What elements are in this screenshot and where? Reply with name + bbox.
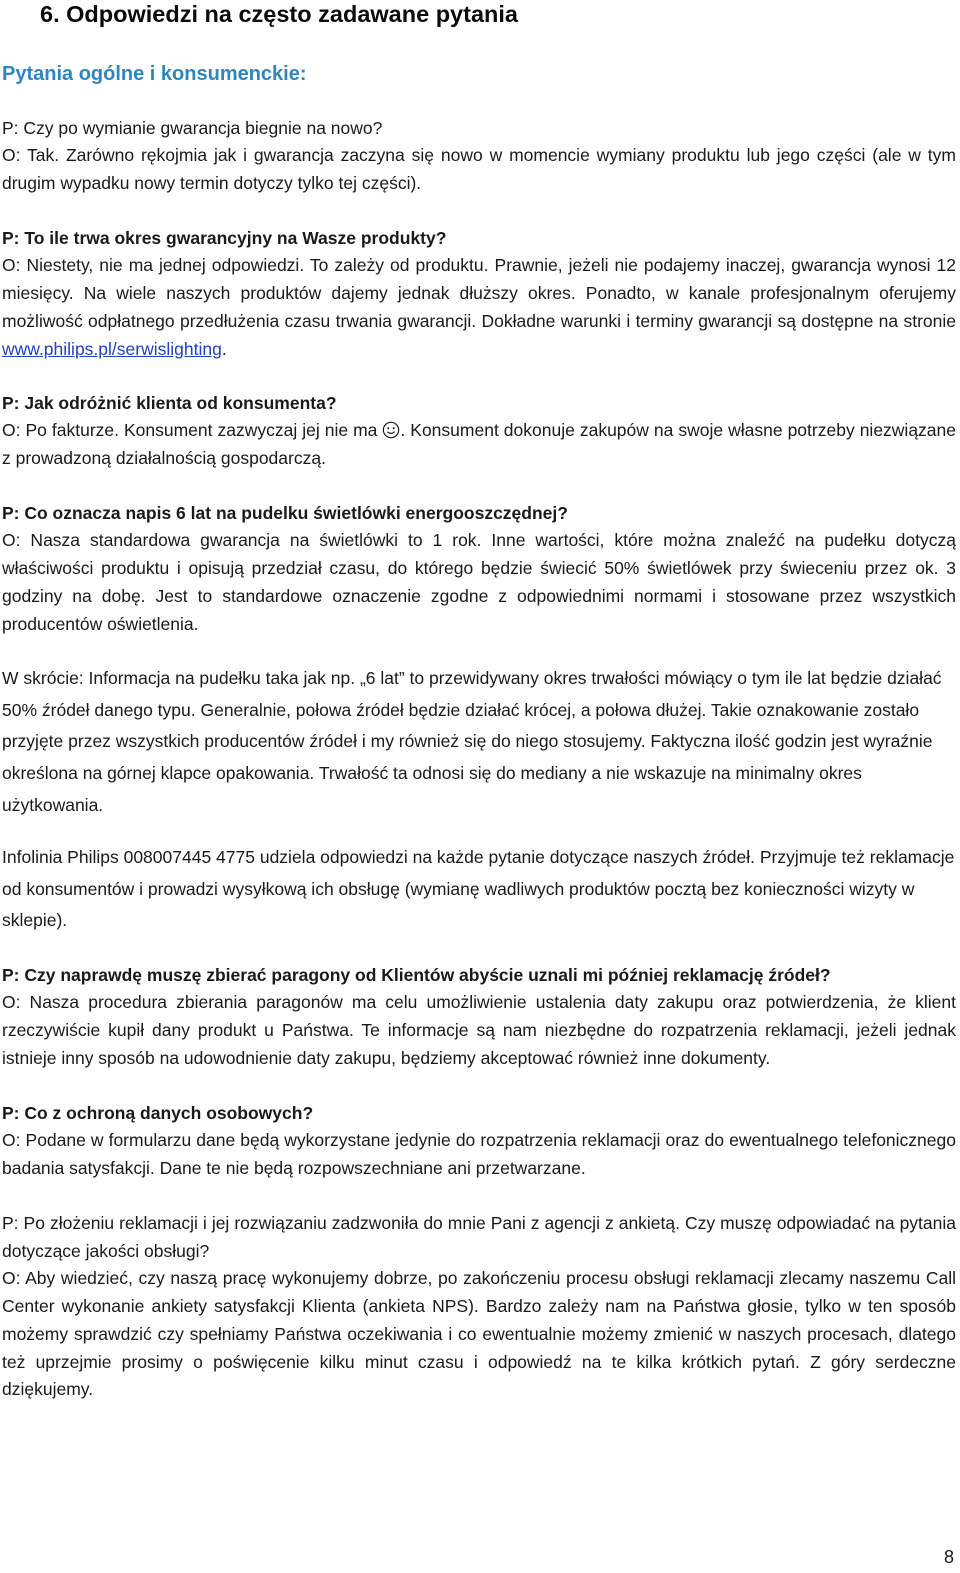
answer-text: O: Niestety, nie ma jednej odpowiedzi. To zależy od produktu. Prawnie, jeżeli nie podajemy inaczej, gwarancja wynosi 12 miesięcy. Na wiele naszych produktów dajemy jednak dłuższy okres. Ponadto, w kanale profesjonalnym oferujemy możliwość odpłatnego przedłużenia czasu trwania gwarancji. Dokładne warunki i terminy gwarancji są dostępne na stronie (2, 254, 956, 331)
question: P: Co oznacza napis 6 lat na pudelku świetlówki energooszczędnej? (2, 503, 568, 524)
section-number: 6. (40, 1, 60, 27)
answer: O: Aby wiedzieć, czy naszą pracę wykonujemy dobrze, po zakończeniu procesu obsługi reklamacji zlecamy naszemu Call Center wykonanie ankiety satysfakcji Klienta (ankieta NPS). Bardzo zależy nam na Państwa głosie, tylko w ten sposób możemy sprawdzić czy spełniamy Państwa oczekiwania i co ewentualnie możemy zmienić w naszych procesach, dlatego też uprzejmie prosimy o poświęcenie kilku minut czasu i odpowiedź na te kilka krótkich pytań. Z góry serdeczne dziękujemy. (2, 1267, 956, 1400)
summary-paragraph: W skrócie: Informacja na pudełku taka jak np. „6 lat” to przewidywany okres trwałości mówiący o tym ile lat będzie działać 50% źródeł danego typu. Generalnie, połowa źródeł będzie działać krócej, a połowa dłużej. Takie oznakowanie zostało przyjęte przez wszystkich producentów źródeł i my również się do niego stosujemy. Faktyczna ilość godzin jest wyraźnie określona na górnej klapce opakowania. Trwałość ta odnosi się do mediany a nie wskazuje na minimalny okres użytkowania. (2, 667, 942, 816)
question: P: To ile trwa okres gwarancyjny na Wasze produkty? (2, 227, 447, 248)
subheading: Pytania ogólne i konsumenckie: (2, 63, 307, 85)
question: P: Po złożeniu reklamacji i jej rozwiązaniu zadzwoniła do mnie Pani z agencji z ankietą. Czy muszę odpowiadać na pytania dotyczące jakości obsługi? (2, 1212, 956, 1261)
qa-receipts (2, 961, 956, 1073)
document-page (2, 0, 956, 1404)
answer (2, 417, 956, 473)
qa-satisfaction-survey (2, 1209, 956, 1405)
answer: O: Podane w formularzu dane będą wykorzystane jedynie do rozpatrzenia reklamacji oraz do ewentualnego telefonicznego badania satysfakcji. Dane te nie będą rozpowszechniane ani przetwarzane. (2, 1129, 956, 1178)
smiley-icon (382, 421, 400, 439)
answer-text-end: . (221, 338, 227, 359)
qa-warranty-restart (2, 114, 956, 198)
question: P: Jak odróżnić klienta od konsumenta? (2, 393, 337, 414)
question: P: Czy po wymianie gwarancja biegnie na nowo? (2, 118, 383, 138)
section-title: Odpowiedzi na często zadawane pytania (66, 1, 518, 27)
section-heading (2, 0, 956, 30)
qa-client-vs-consumer (2, 389, 956, 473)
answer: O: Nasza standardowa gwarancja na świetlówki to 1 rok. Inne wartości, które można znaleźć na pudełku dotyczą właściwości produktu i opisują przedział czasu, do którego będzie świecić 50% świetlówek przy świeceniu przez ok. 3 godziny na dobę. Jest to standardowe oznaczenie zgodne z odpowiednimi normami i stosowane przez wszystkich producentów oświetlenia. (2, 530, 956, 634)
philips-service-link[interactable]: www.philips.pl/serwislighting (2, 338, 222, 359)
hotline-paragraph: Infolinia Philips 008007445 4775 udziela odpowiedzi na każde pytanie dotyczące naszych źródeł. Przyjmuje też reklamacje od konsumentów i prowadzi wysyłkową ich obsługę (wymianę wadliwych produktów pocztą bez konieczności wizyty w sklepie). (2, 846, 955, 931)
answer: O: Tak. Zarówno rękojmia jak i gwarancja zaczyna się nowo w momencie wymiany produktu lub jego części (ale w tym drugim wypadku nowy termin dotyczy tylko tej części). (2, 145, 956, 193)
question: P: Czy naprawdę muszę zbierać paragony od Klientów abyście uznali mi później reklamację źródeł? (2, 965, 831, 986)
question: P: Co z ochroną danych osobowych? (2, 1102, 314, 1123)
answer (2, 252, 956, 364)
answer-text-end: . Konsument dokonuje zakupów na swoje własne potrzeby niezwiązane z prowadzoną działalnością gospodarczą. (2, 420, 957, 469)
qa-personal-data (2, 1099, 956, 1183)
answer-text: O: Po fakturze. Konsument zazwyczaj jej nie ma (2, 420, 383, 441)
qa-6-years-label (2, 499, 956, 639)
page-number: 8 (943, 1547, 954, 1567)
answer: O: Nasza procedura zbierania paragonów ma celu umożliwienie ustalenia daty zakupu oraz potwierdzenia, że klient rzeczywiście kupił dany produkt u Państwa. Te informacje są nam niezbędne do rozpatrzenia reklamacji, jeżeli jednak istnieje inny sposób na udowodnienie daty zakupu, będziemy akceptować również inne dokumenty. (2, 992, 956, 1069)
qa-warranty-period (2, 224, 956, 364)
